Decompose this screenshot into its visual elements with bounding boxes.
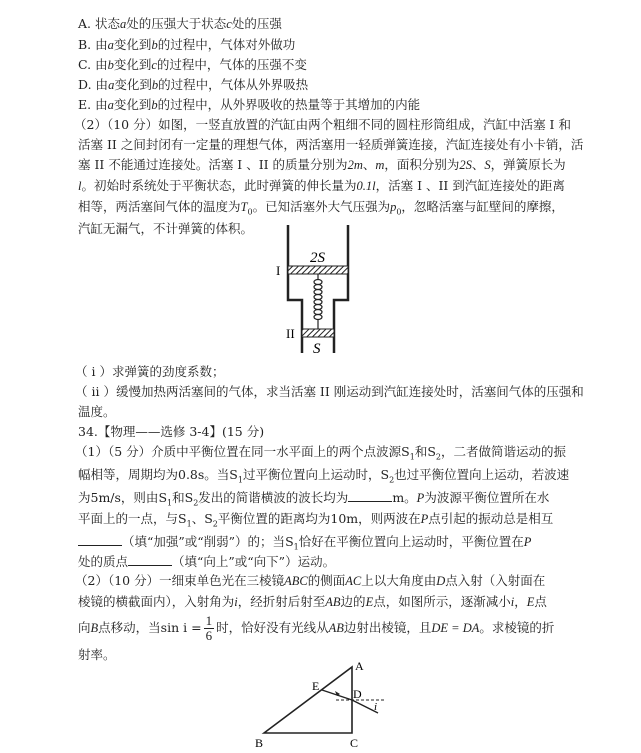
label-b: B xyxy=(255,736,264,750)
q34-p1-line-5: （填“加强”或“削弱”）的；当$S_1$恰好在平衡位置向上运动时，平衡位置在P xyxy=(78,533,531,556)
q34-p2-line-2: 棱镜的横截面内），入射角为i，经折射后射至AB边的E点，如图所示，逐渐减小i，E点 xyxy=(78,594,547,609)
fraction-one-sixth: $\frac{1}{6}$ xyxy=(205,613,213,643)
q34-p1-line-4: 平面上的一点，与$S_1$、$S_2$平衡位置的距离均为10m，则两波在P点引起的振动总是相互 xyxy=(78,511,554,529)
option-e: E. 由a变化到b的过程中，从外界吸收的热量等于其增加的内能 xyxy=(78,97,421,112)
option-c: C. 由b变化到c的过程中，气体的压强不变 xyxy=(78,57,307,72)
q34-p1-line-3: 为5m/s，则由$S_1$和$S_2$发出的简谐横波的波长均为 m。P为波源平衡位置所在水 xyxy=(78,490,550,508)
piston-2 xyxy=(302,329,334,337)
answer-blank-direction[interactable] xyxy=(128,553,172,566)
prism-figure xyxy=(240,650,400,753)
q2-sub-1: （ i ）求弹簧的劲度系数； xyxy=(75,364,225,379)
option-a: A. 状态a处的压强大于状态c处的压强 xyxy=(78,16,282,31)
q34-p1-line-1: （1）（5 分）介质中平衡位置在同一水平面上的两个点波源$S_1$和$S_2$，二者做简谐运动的振 xyxy=(75,444,567,462)
label-c: C xyxy=(350,736,359,750)
cylinder-wall xyxy=(334,225,348,353)
cylinder-figure xyxy=(230,215,390,365)
q2-line-3: 塞 II 不能通过连接处。活塞 I 、II 的质量分别为2m、m，面积分别为2S、S，弹簧原长为 xyxy=(78,157,566,172)
label-e: E xyxy=(312,679,320,693)
q2-line-1: （2）（10 分）如图，一竖直放置的汽缸由两个粗细不同的圆柱形筒组成，汽缸中活塞 I 和 xyxy=(74,117,571,132)
label-d: D xyxy=(353,687,362,701)
q34-p2-line-4: 射率。 xyxy=(78,647,116,662)
spring xyxy=(314,274,322,329)
q2-line-5: 相等，两活塞间气体的温度为$T_0$。已知活塞外大气压强为$p_0$，忽略活塞与缸壁间的摩擦， xyxy=(78,199,564,217)
q2-line-6: 汽缸无漏气，不计弹簧的体积。 xyxy=(78,221,254,236)
q34-p1-line-2: 幅相等，周期均为0.8s。当$S_1$过平衡位置向上运动时，$S_2$也过平衡位置向上运动，若波速 xyxy=(78,467,570,485)
piston-1 xyxy=(288,266,348,274)
label-piston-1: I xyxy=(276,263,281,278)
q34-p1-line-6: 处的质点 （填“向上”或“向下”）运动。 xyxy=(78,554,336,569)
label-s: S xyxy=(313,341,321,357)
q34-header: 34.【物理——选修 3-4】(15 分) xyxy=(78,424,265,439)
q2-line-2: 活塞 II 之间封闭有一定量的理想气体，两活塞用一轻质弹簧连接，汽缸连接处有小卡销，活 xyxy=(78,137,584,152)
label-piston-2: II xyxy=(286,326,295,341)
q34-p2-line-1: （2）（10 分）一细束单色光在三棱镜ABC的侧面AC上以大角度由D点入射（入射面在 xyxy=(75,573,546,588)
option-b: B. 由a变化到b的过程中，气体对外做功 xyxy=(78,37,296,52)
answer-blank-wavelength[interactable] xyxy=(348,489,392,502)
q2-line-4: l。初始时系统处于平衡状态，此时弹簧的伸长量为0.1l，活塞 I 、II 到汽缸连接处的距离 xyxy=(78,178,565,193)
q2-sub-2: （ ii ）缓慢加热两活塞间的气体，求当活塞 II 刚运动到汽缸连接处时，活塞间气体的压强和 xyxy=(75,384,584,399)
label-i: i xyxy=(374,701,378,713)
q2-sub-2b: 温度。 xyxy=(78,404,116,419)
option-d: D. 由a变化到b的过程中，气体从外界吸热 xyxy=(78,77,309,92)
label-2s: 2S xyxy=(310,250,325,266)
answer-blank-interference[interactable] xyxy=(78,533,122,546)
q34-p2-line-3: 向B点移动，当sin i = $\frac{1}{6}$ 时，恰好没有光线从AB边射出棱镜，且DE = DA。求棱镜的折 xyxy=(78,613,555,643)
label-a: A xyxy=(355,659,364,673)
